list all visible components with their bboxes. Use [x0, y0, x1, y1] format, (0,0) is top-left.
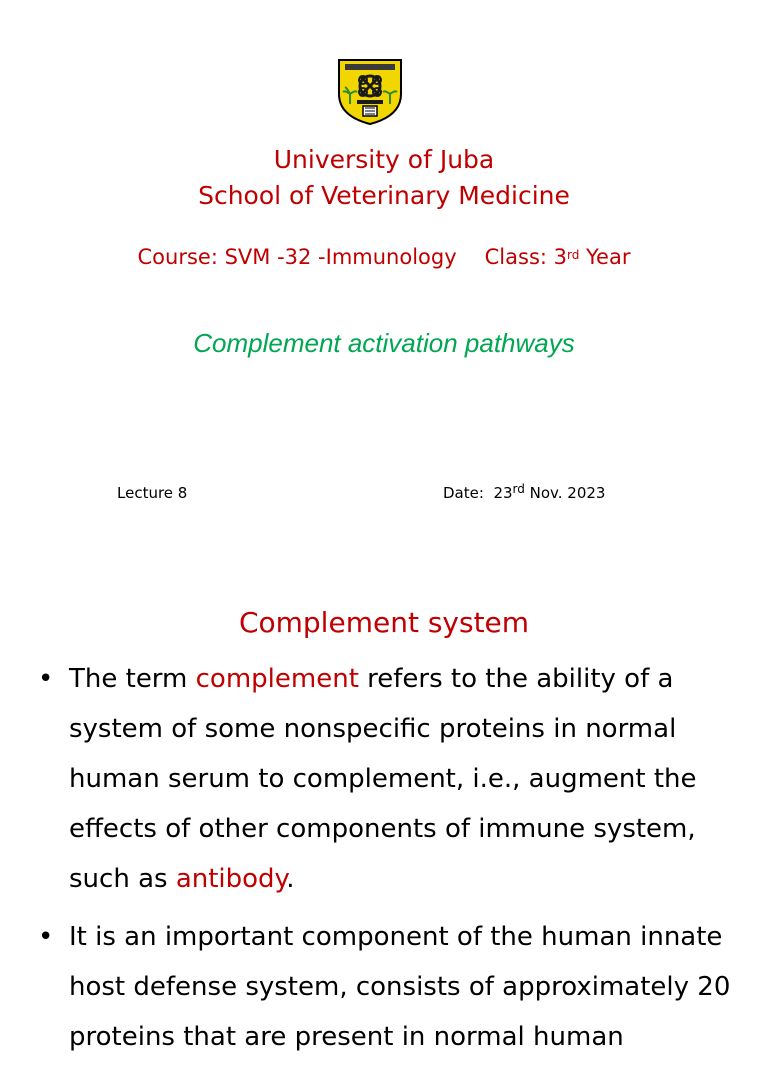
date-suffix: Nov. 2023: [524, 484, 606, 502]
bullet-text-start: The term: [69, 664, 196, 694]
term-antibody: antibody: [175, 864, 287, 894]
slide-heading: Complement system: [238, 606, 530, 639]
course-text: Course: SVM -32 -Immunology: [137, 245, 457, 269]
bullet-item: [0, 654, 768, 904]
lecture-number: Lecture 8: [117, 484, 188, 502]
class-suffix: Year: [579, 245, 631, 269]
bullet-item: [0, 912, 768, 1062]
university-crest-icon: [335, 54, 405, 126]
class-sup: rd: [567, 248, 580, 262]
bullet-dot-icon: •: [38, 664, 54, 694]
bullet-text: It is an important component of the human innate host defense system, consists of approximately 20 proteins that are present in normal human: [69, 922, 731, 1052]
content-slide: [0, 590, 768, 1052]
bullet-list: [0, 654, 768, 1070]
bullet-text-middle: refers to the ability of a system of some nonspecific proteins in normal human serum to complement, i.e., augment the effects of other components of immune system, such as: [69, 664, 697, 894]
date-prefix: Date: 23: [443, 484, 513, 502]
date-sup: rd: [512, 482, 525, 496]
school-name: School of Veterinary Medicine: [198, 181, 570, 210]
bullet-text-end: .: [286, 864, 295, 894]
bullet-dot-icon: •: [38, 922, 54, 952]
class-prefix: Class: 3: [484, 245, 567, 269]
lecture-subtitle: Complement activation pathways: [193, 328, 575, 358]
university-name: University of Juba: [273, 145, 495, 174]
lecture-date: [443, 484, 605, 502]
course-line: [0, 242, 768, 272]
term-complement: complement: [195, 664, 359, 694]
